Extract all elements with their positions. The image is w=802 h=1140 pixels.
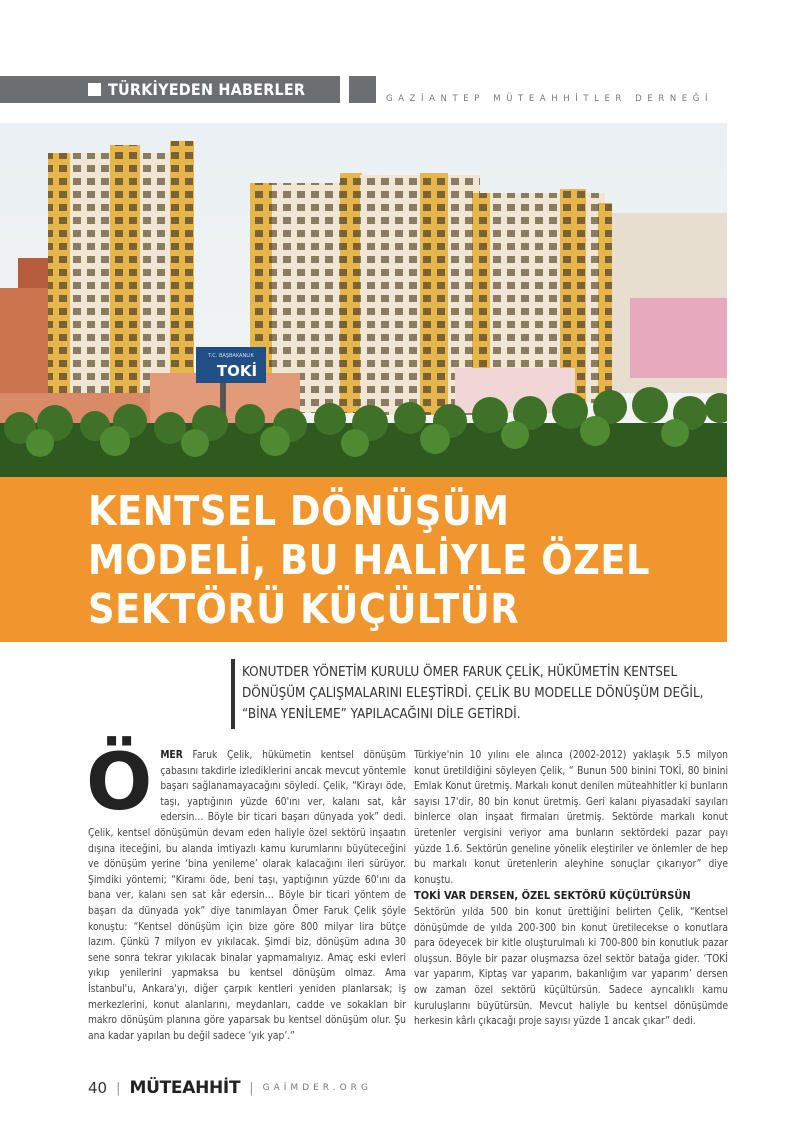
lead-rule [231,659,235,729]
sign-subtext: T.C. BAŞBAKANLIK [208,353,254,359]
footer-separator: | [116,1080,121,1096]
association-name: GAZİANTEP MÜTEAHHİTLER DERNEĞİ [386,94,714,104]
hero-illustration [0,123,727,477]
hero-photo [0,123,727,477]
title-line: KENTSEL DÖNÜŞÜM [88,487,510,535]
article-lead: KONUTDER YÖNETİM KURULU ÖMER FARUK ÇELİK, HÜKÜMETİN KENTSEL DÖNÜŞÜM ÇALIŞMALARINI ELEŞTİRDİ. ÇELİK BU MODELLE DÖNÜŞÜM DEĞİL, “BİNA YENİLEME” YAPILACAĞINI DİLE GETİRDİ. [242,665,704,722]
title-line: SEKTÖRÜ KÜÇÜLTÜR [88,585,520,633]
body-column-left [86,738,406,1044]
magazine-logo: MÜTEAHHİT [129,1078,241,1098]
drop-cap: Ö [86,738,153,828]
section-label: TÜRKİYEDEN HABERLER [108,80,306,99]
sign-text: TOKİ [216,362,258,380]
drop-word: MER [160,750,183,761]
body-column-right [414,748,728,1030]
body-paragraph: Sektörün yılda 500 bin konut ürettiğini belirten Çelik, “Kentsel dönüşümde de yılda 200-300 bin konut üretilecekse o konutlara para ödeyecek bir kitle oluşturulmalı ki 700-800 bin konutluk pazar oluşsun. Böyle bir pazar oluşmazsa özel sektör batağa gider. ‘TOKİ var yaparım, Kiptaş var yaparım, bakanlığım var yaparım’ dersen ow zaman özel sektörü küçültürsün. Sadece ayrıcalıklı kamu kuruluşlarını büyütürsün. Mevcut haliyle bu kentsel dönüşümde herkesin kârlı çıkacağı proje sayısı yüzde 1 ancak çıkar” dedi. [414,906,728,1028]
website-link[interactable]: GAİMDER.ORG [262,1083,372,1093]
footer-separator: | [249,1080,254,1096]
page-number: 40 [88,1079,108,1097]
body-text: Faruk Çelik, hükümetin kentsel dönüşüm çabasını takdirle izlediklerini ancak mevcut yöntemle başarı sağlanamayacağını söyledi. Çelik, “Kirayı öde, taşı, yaptığının yüzde 60'ını ver, kalanı sat, kâr edersin… Böyle bir ticari başarı dünyada yok” dedi. Çelik, kentsel dönüşümün devam eden haliyle özel sektörü inşaatın dışına iteceğini, bu alanda imtiyazlı kamu kurumlarını büyüteceğini ve dönüşüm yerine ‘bina yenileme’ olarak kalacağını ileri sürüyor. Şimdiki yöntemi; “Kiramı öde, beni taşı, yaptığının yüzde 60'ını da bana ver, kalanı sen sat kâr edersin… Böyle bir ticari yöntem de başarı da dünyada yok” diye tanımlayan Ömer Faruk Çelik şöyle konuştu: “Kentsel dönüşüm için bize göre 800 milyar lira bütçe lazım. Çünkü 7 milyon ev yıkılacak. Şimdi biz, dönüşüm adına 30 sene sonra tekrar yıkılacak binalar yapmamalıyız. Amaç eski evleri yıkıp yenilerini yapmaksa bu kentsel dönüşüm olmaz. Ama İstanbul'u, Ankara'yı, diğer çarpık kentleri yeniden planlarsak; iş merkezlerini, konut alanlarını, meydanları, cadde ve sokakları bir makro dönüşüm planına göre yaparsak bu kentsel dönüşüm olur. Şu ana kadar yapılan bu değil sadece ‘yık yap’.” [88,750,406,1042]
article-title [88,487,718,634]
page-footer [88,1078,372,1098]
header-square [349,76,376,103]
title-line: MODELİ, BU HALİYLE ÖZEL [88,536,651,584]
section-subhead: TOKİ VAR DERSEN, ÖZEL SEKTÖRÜ KÜÇÜLTÜRSÜN [414,889,691,903]
body-paragraph: Türkiye'nin 10 yılını ele alınca (2002-2012) yaklaşık 5.5 milyon konut üretildiğini söyleyen Çelik, “ Bunun 500 binini TOKİ, 80 binini Emlak Konut üretmiş. Markalı konut denilen müteahhitler ki bunların sayısı 17'dir, 80 bin konut üretmiş. Geri kalanı piyasadaki sayıları binlerce olan inşaat firmaları üretmiş. Sektörde markalı konut üretenler vergisini veriyor ama bunların sektördeki pazar payı yüzde 1.6. Sektörün geneline yönelik eleştiriler ve önlemler de hep bu markalı konut üretenlerin aleyhine sonuçlar çıkarıyor” diye konuştu. [414,750,728,886]
section-bar [0,76,340,103]
